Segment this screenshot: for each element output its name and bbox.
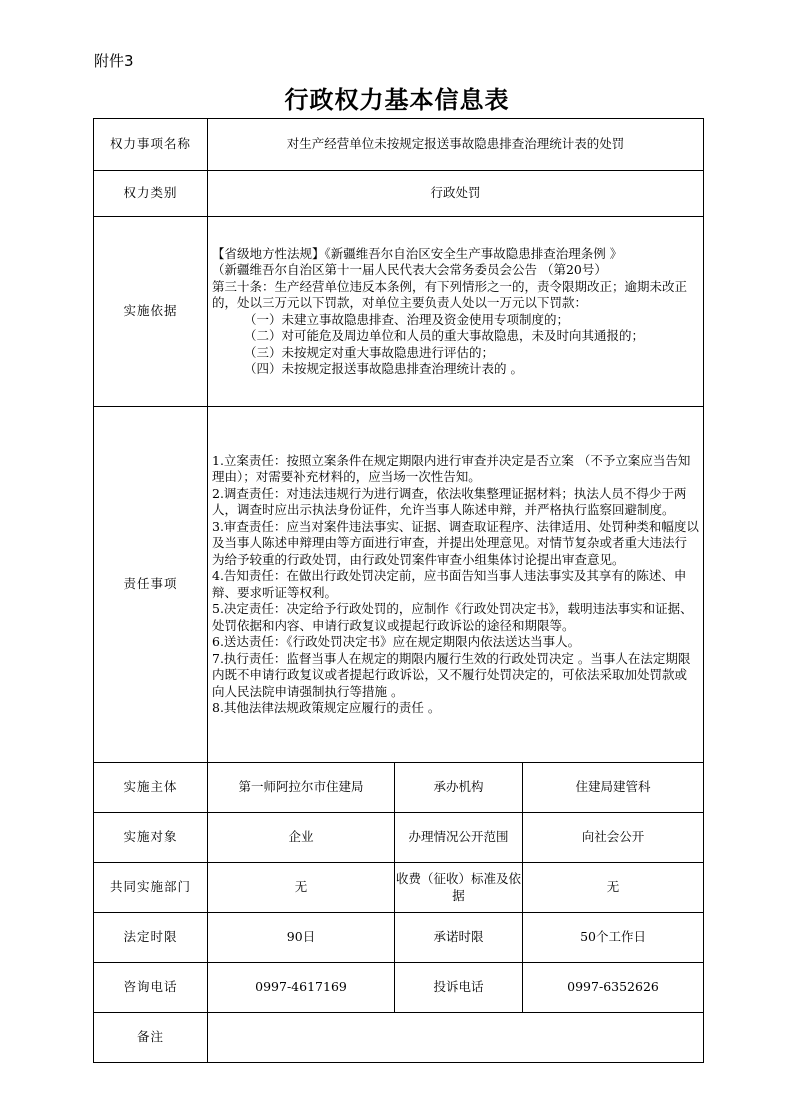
phone-value: 0997-4617169 [208,963,395,1013]
remark-label: 备注 [94,1013,208,1063]
category-label: 权力类别 [94,171,208,217]
disclosure-value: 向社会公开 [523,813,704,863]
responsibility-content [208,407,704,763]
office-value: 住建局建管科 [523,763,704,813]
target-label: 实施对象 [94,813,208,863]
limit-value: 90日 [208,913,395,963]
target-value: 企业 [208,813,395,863]
responsibility-line: 3.审查责任：应当对案件违法事实、证据、调查取证程序、法律适用、处罚种类和幅度以及当事人陈述申辩理由等方面进行审查，并提出处理意见。对情节复杂或者重大违法行为给予较重的行政处罚，由行政处罚案件审查小组集体讨论提出审查意见。 [212,518,699,567]
row-item-name [94,119,704,171]
dept-value: 无 [208,863,395,913]
subject-label: 实施主体 [94,763,208,813]
page-title: 行政权力基本信息表 [284,86,510,114]
basis-content [208,217,704,407]
basis-line: （二）对可能危及周边单位和人员的重大事故隐患，未及时向其通报的； [244,328,645,343]
row-remark [94,1013,704,1063]
phone-label: 咨询电话 [94,963,208,1013]
office-label: 承办机构 [395,763,523,813]
row-category [94,171,704,217]
row-phone [94,963,704,1013]
complaint-value: 0997-6352626 [523,963,704,1013]
responsibility-line: 8.其他法律法规政策规定应履行的责任 。 [212,700,441,715]
basis-line: （三）未按规定对重大事故隐患进行评估的； [244,344,495,360]
fee-value: 无 [523,863,704,913]
item-name-label: 权力事项名称 [94,119,208,171]
limit-label: 法定时限 [94,913,208,963]
basis-label: 实施依据 [94,217,208,407]
basis-line: （新疆维吾尔自治区第十一届人民代表大会常务委员会公告 （第20号） [212,262,607,277]
promise-value: 50个工作日 [523,913,704,963]
attachment-label: 附件3 [94,52,134,70]
basis-line: （一）未建立事故隐患排查、治理及资金使用专项制度的； [244,311,570,327]
remark-value [208,1013,704,1063]
responsibility-line: 1.立案责任：按照立案条件在规定期限内进行审查并决定是否立案 （不予立案应当告知理由）；对需要补充材料的，应当场一次性告知。 [212,452,691,484]
info-table [93,118,704,1063]
item-name-value: 对生产经营单位未按规定报送事故隐患排查治理统计表的处罚 [208,119,704,171]
complaint-label: 投诉电话 [395,963,523,1013]
basis-line: 第三十条：生产经营单位违反本条例，有下列情形之一的，责令限期改正；逾期未改正的，处以三万元以下罚款，对单位主要负责人处以一万元以下罚款： [212,278,688,310]
dept-label: 共同实施部门 [94,863,208,913]
row-target [94,813,704,863]
category-value: 行政处罚 [208,171,704,217]
subject-value: 第一师阿拉尔市住建局 [208,763,395,813]
disclosure-label: 办理情况公开范围 [395,813,523,863]
basis-line: （四）未按规定报送事故隐患排查治理统计表的 。 [244,361,523,376]
row-responsibility [94,407,704,763]
responsibility-label: 责任事项 [94,407,208,763]
row-dept [94,863,704,913]
row-basis [94,217,704,407]
fee-label: 收费（征收）标准及依据 [395,863,523,913]
promise-label: 承诺时限 [395,913,523,963]
row-limit [94,913,704,963]
responsibility-line: 2.调查责任：对违法违规行为进行调查，依法收集整理证据材料；执法人员不得少于两人，调查时应出示执法身份证件，允许当事人陈述申辩，并严格执行监察回避制度。 [212,485,687,517]
responsibility-line: 7.执行责任：监督当事人在规定的期限内履行生效的行政处罚决定 。当事人在法定期限内既不申请行政复议或者提起行政诉讼，又不履行处罚决定的，可依法采取加处罚款或向人民法院申请强制执行等措施 。 [212,650,691,699]
responsibility-line: 5.决定责任：决定给予行政处罚的，应制作《行政处罚决定书》，载明违法事实和证据、处罚依据和内容、申请行政复议或提起行政诉讼的途径和期限等。 [212,601,693,633]
responsibility-line: 6.送达责任：《行政处罚决定书》应在规定期限内依法送达当事人。 [212,634,581,649]
row-subject [94,763,704,813]
responsibility-line: 4.告知责任：在做出行政处罚决定前，应书面告知当事人违法事实及其享有的陈述、申辩、要求听证等权利。 [212,568,687,600]
basis-line: 【省级地方性法规】《新疆维吾尔自治区安全生产事故隐患排查治理条例 》 [212,245,623,261]
